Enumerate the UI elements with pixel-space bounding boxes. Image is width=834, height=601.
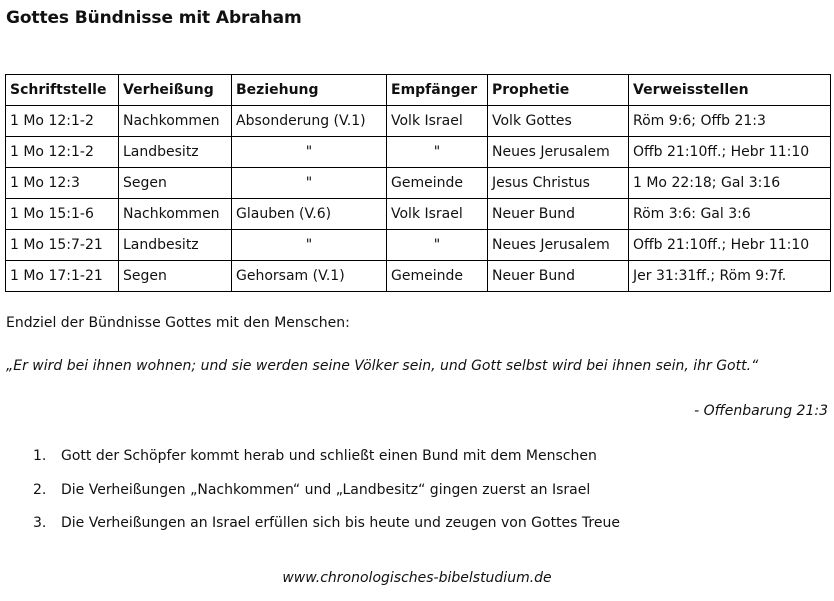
cell-schriftstelle: 1 Mo 15:7-21 bbox=[6, 230, 119, 261]
cell-verheissung: Landbesitz bbox=[119, 137, 232, 168]
cell-prophetie: Neuer Bund bbox=[488, 199, 629, 230]
cell-verheissung: Segen bbox=[119, 261, 232, 292]
cell-verweisstellen: 1 Mo 22:18; Gal 3:16 bbox=[629, 168, 831, 199]
cell-schriftstelle: 1 Mo 12:1-2 bbox=[6, 137, 119, 168]
cell-empfaenger: Volk Israel bbox=[387, 199, 488, 230]
bible-quote: „Er wird bei ihnen wohnen; und sie werden seine Völker sein, und Gott selbst wird bei ihnen sein, ihr Gott.“ bbox=[6, 358, 759, 374]
list-number: 1. bbox=[33, 448, 47, 464]
header-beziehung: Beziehung bbox=[232, 75, 387, 106]
cell-empfaenger: Gemeinde bbox=[387, 168, 488, 199]
cell-prophetie: Jesus Christus bbox=[488, 168, 629, 199]
list-item-text: Die Verheißungen an Israel erfüllen sich bis heute und zeugen von Gottes Treue bbox=[61, 515, 620, 531]
list-item bbox=[0, 515, 620, 549]
cell-prophetie: Neues Jerusalem bbox=[488, 137, 629, 168]
list-item-text: Die Verheißungen „Nachkommen“ und „Landbesitz“ gingen zuerst an Israel bbox=[61, 481, 591, 498]
header-prophetie: Prophetie bbox=[488, 75, 629, 106]
table-row bbox=[6, 106, 831, 137]
table-header-row bbox=[6, 75, 831, 106]
cell-prophetie: Neuer Bund bbox=[488, 261, 629, 292]
cell-schriftstelle: 1 Mo 12:3 bbox=[6, 168, 119, 199]
table-row bbox=[6, 261, 831, 292]
cell-beziehung: Glauben (V.6) bbox=[232, 199, 387, 230]
cell-empfaenger: Volk Israel bbox=[387, 106, 488, 137]
cell-verweisstellen: Röm 9:6; Offb 21:3 bbox=[629, 106, 831, 137]
cell-schriftstelle: 1 Mo 15:1-6 bbox=[6, 199, 119, 230]
cell-empfaenger: " bbox=[387, 230, 488, 261]
summary-list bbox=[0, 448, 620, 549]
header-verheissung: Verheißung bbox=[119, 75, 232, 106]
header-verweisstellen: Verweisstellen bbox=[629, 75, 831, 106]
cell-verheissung: Segen bbox=[119, 168, 232, 199]
table-row bbox=[6, 137, 831, 168]
table-row bbox=[6, 230, 831, 261]
cell-verheissung: Landbesitz bbox=[119, 230, 232, 261]
page-title: Gottes Bündnisse mit Abraham bbox=[6, 8, 302, 28]
cell-verweisstellen: Jer 31:31ff.; Röm 9:7f. bbox=[629, 261, 831, 292]
covenant-table bbox=[5, 74, 831, 292]
cell-verheissung: Nachkommen bbox=[119, 199, 232, 230]
cell-verweisstellen: Röm 3:6: Gal 3:6 bbox=[629, 199, 831, 230]
cell-schriftstelle: 1 Mo 12:1-2 bbox=[6, 106, 119, 137]
list-number: 3. bbox=[33, 515, 47, 531]
cell-verweisstellen: Offb 21:10ff.; Hebr 11:10 bbox=[629, 137, 831, 168]
table-row bbox=[6, 199, 831, 230]
cell-empfaenger: " bbox=[387, 137, 488, 168]
cell-prophetie: Volk Gottes bbox=[488, 106, 629, 137]
cell-beziehung: Gehorsam (V.1) bbox=[232, 261, 387, 292]
list-number: 2. bbox=[33, 481, 47, 498]
cell-beziehung: " bbox=[232, 137, 387, 168]
cell-beziehung: " bbox=[232, 230, 387, 261]
cell-beziehung: " bbox=[232, 168, 387, 199]
cell-verweisstellen: Offb 21:10ff.; Hebr 11:10 bbox=[629, 230, 831, 261]
header-schriftstelle: Schriftstelle bbox=[6, 75, 119, 106]
cell-beziehung: Absonderung (V.1) bbox=[232, 106, 387, 137]
cell-verheissung: Nachkommen bbox=[119, 106, 232, 137]
website-footer: www.chronologisches-bibelstudium.de bbox=[282, 570, 552, 586]
cell-schriftstelle: 1 Mo 17:1-21 bbox=[6, 261, 119, 292]
quote-source: - Offenbarung 21:3 bbox=[694, 403, 828, 419]
table-row bbox=[6, 168, 831, 199]
list-item bbox=[0, 448, 620, 482]
cell-empfaenger: Gemeinde bbox=[387, 261, 488, 292]
list-item-text: Gott der Schöpfer kommt herab und schließt einen Bund mit dem Menschen bbox=[61, 448, 597, 464]
list-item bbox=[0, 482, 620, 516]
header-empfaenger: Empfänger bbox=[387, 75, 488, 106]
cell-prophetie: Neues Jerusalem bbox=[488, 230, 629, 261]
intro-text: Endziel der Bündnisse Gottes mit den Menschen: bbox=[6, 315, 350, 331]
